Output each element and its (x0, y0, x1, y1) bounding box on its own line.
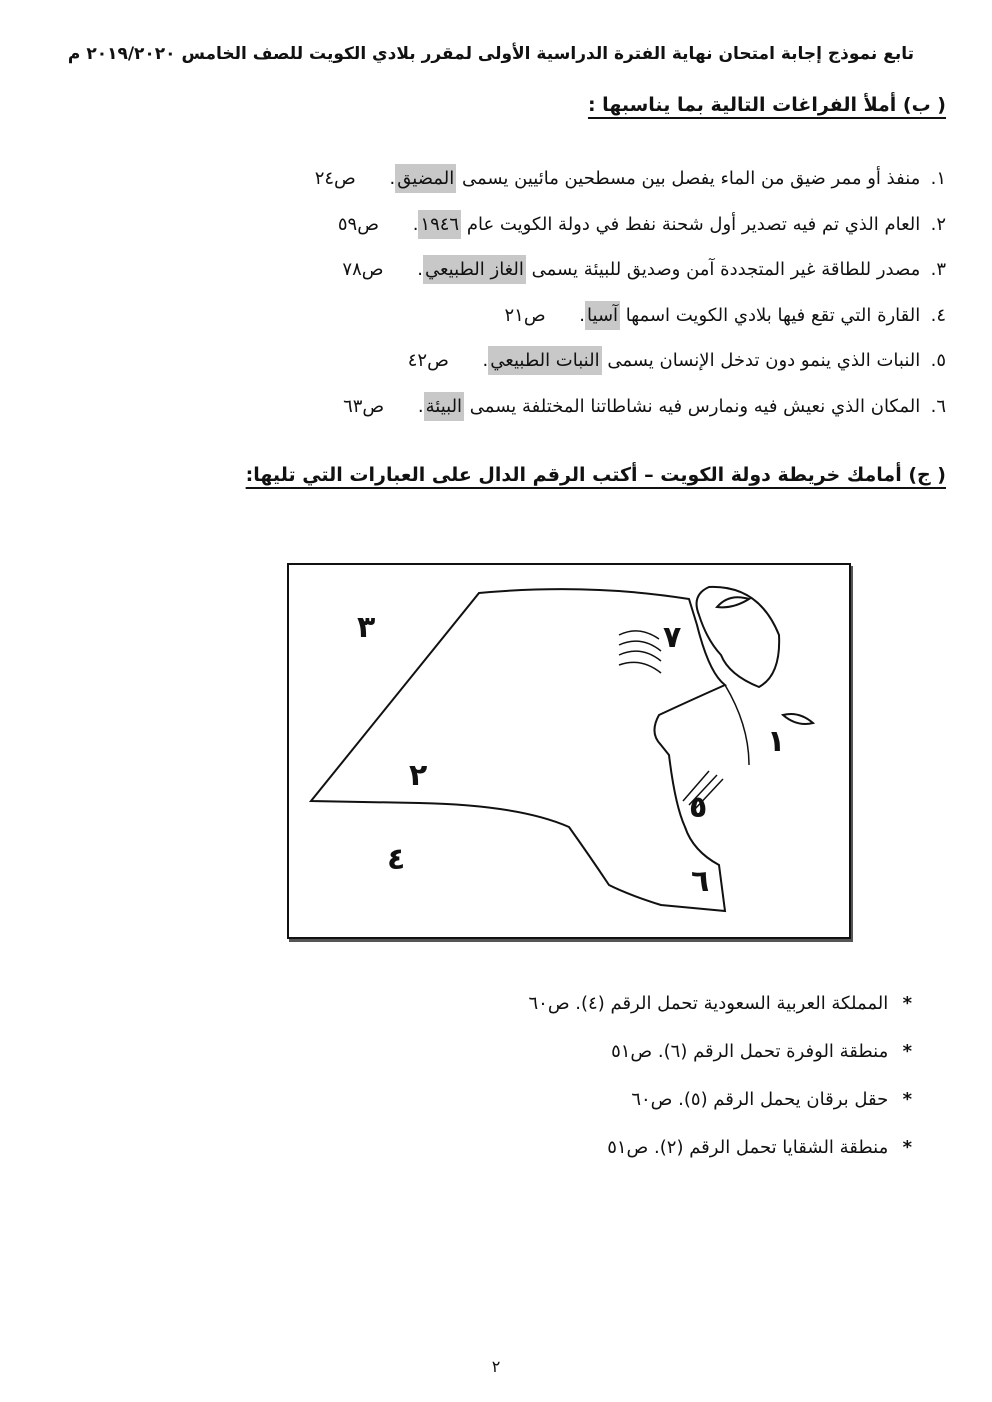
map-label-5: ٥ (689, 790, 708, 825)
page-header: تابع نموذج إجابة امتحان نهاية الفترة الدراسية الأولى لمقرر بلادي الكويت للصف الخامس ٢٠١٩/٢٠٢٠ م (67, 44, 914, 64)
page-number: ٢ (491, 1357, 501, 1376)
kuwait-map (287, 563, 851, 939)
list-item: ٥. النبات الذي ينمو دون تدخل الإنسان يسمى النبات الطبيعي. ص٤٢ (66, 338, 946, 384)
fill-blanks-list (66, 156, 946, 430)
item-text: المكان الذي نعيش فيه ونمارس فيه نشاطاتنا المختلفة يسمى (469, 395, 921, 417)
map-label-7: ٧ (663, 620, 682, 655)
item-number: ٣. (930, 259, 946, 281)
item-answer: آسيا (585, 301, 620, 330)
bubiyan-island (697, 587, 780, 687)
map-label-3: ٣ (357, 610, 376, 645)
item-number: ٥. (930, 350, 946, 372)
page-reference: ص٥٩ (337, 213, 379, 235)
statement-text: منطقة الشقايا تحمل الرقم (٢). ص٥١ (607, 1137, 889, 1158)
item-answer: الغاز الطبيعي (423, 255, 526, 284)
list-item (212, 1124, 912, 1172)
bullet-star: * (902, 1089, 912, 1110)
item-answer: المضيق (395, 164, 456, 193)
bullet-star: * (902, 1137, 912, 1158)
bullet-star: * (902, 1041, 912, 1062)
map-label-2: ٢ (409, 758, 428, 793)
list-item (212, 1076, 912, 1124)
item-number: ١. (930, 168, 946, 189)
item-text: النبات الذي ينمو دون تدخل الإنسان يسمى (607, 350, 921, 372)
section-b-title: ( ب) أملأ الفراغات التالية بما يناسبها : (587, 94, 946, 116)
item-text: مصدر للطاقة غير المتجددة آمن وصديق للبيئة يسمى (531, 259, 921, 281)
section-c-title: ( ج) أمامك خريطة دولة الكويت – أكتب الرقم الدال على العبارات التي تليها: (245, 464, 946, 486)
statement-text: حقل برقان يحمل الرقم (٥). ص٦٠ (631, 1089, 889, 1110)
statement-text: المملكة العربية السعودية تحمل الرقم (٤). ص٦٠ (528, 993, 889, 1014)
page-reference: ص٤٢ (407, 350, 449, 372)
list-item: ١. منفذ أو ممر ضيق من الماء يفصل بين مسطحين مائيين يسمى المضيق. ص٢٤ (66, 156, 946, 202)
item-text: القارة التي تقع فيها بلادي الكويت اسمها (625, 304, 921, 326)
statements-list (212, 980, 912, 1172)
page-reference: ص٢٤ (314, 168, 356, 189)
map-label-6: ٦ (691, 864, 710, 899)
coastline-bay (725, 685, 749, 765)
item-text: العام الذي تم فيه تصدير أول شحنة نفط في دولة الكويت عام (466, 213, 921, 235)
list-item: ٣. مصدر للطاقة غير المتجددة آمن وصديق للبيئة يسمى الغاز الطبيعي. ص٧٨ (66, 247, 946, 293)
list-item: ٤. القارة التي تقع فيها بلادي الكويت اسمها آسيا. ص٢١ (66, 293, 946, 339)
list-item (212, 980, 912, 1028)
item-text: منفذ أو ممر ضيق من الماء يفصل بين مسطحين مائيين يسمى (461, 168, 921, 189)
item-number: ٤. (930, 304, 946, 326)
item-answer: النبات الطبيعي (488, 346, 601, 375)
statement-text: منطقة الوفرة تحمل الرقم (٦). ص٥١ (611, 1041, 889, 1062)
bullet-star: * (902, 993, 912, 1014)
item-number: ٦. (930, 395, 946, 417)
item-answer: ١٩٤٦ (418, 210, 461, 239)
failaka-island (783, 714, 813, 724)
warba-island (717, 597, 749, 607)
map-label-4: ٤ (387, 842, 406, 877)
map-label-1: ١ (767, 724, 786, 759)
item-number: ٢. (930, 213, 946, 235)
list-item (212, 1028, 912, 1076)
page-reference: ص٦٣ (343, 395, 385, 417)
item-answer: البيئة (424, 392, 464, 421)
page-reference: ص٧٨ (342, 259, 384, 281)
hatch-7 (619, 631, 661, 673)
list-item: ٢. العام الذي تم فيه تصدير أول شحنة نفط في دولة الكويت عام ١٩٤٦. ص٥٩ (66, 202, 946, 248)
list-item: ٦. المكان الذي نعيش فيه ونمارس فيه نشاطاتنا المختلفة يسمى البيئة. ص٦٣ (66, 384, 946, 430)
page-reference: ص٢١ (504, 304, 546, 326)
